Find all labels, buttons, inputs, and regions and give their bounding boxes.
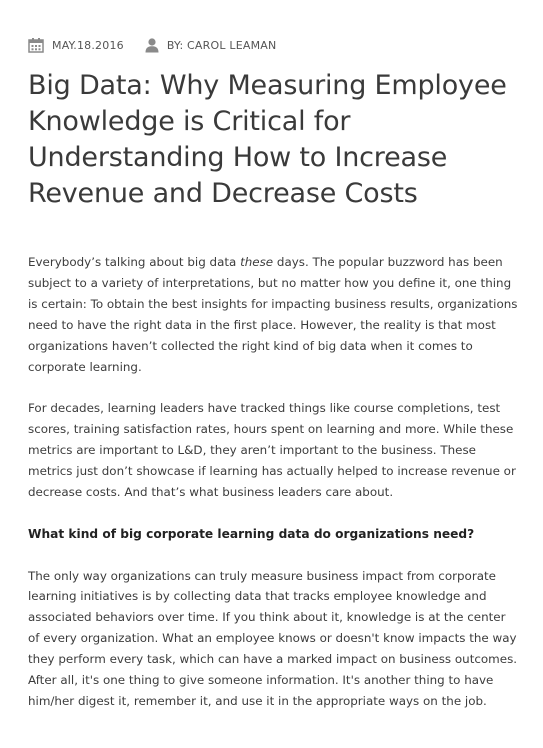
paragraph-1-end: days. The popular buzzword has been subject to a variety of interpretations, but no matter how you define it, one thing is certain: To obtain the best insights for impacting business results, organizations need to have the right data in the first place. However, the reality is that most organizations haven’t collected the right kind of big data when it comes to corporate learning.: [28, 255, 518, 374]
paragraph-1-start: Everybody’s talking about big data: [28, 255, 241, 269]
post-meta: [28, 37, 276, 53]
paragraph-1-emphasis: these: [240, 255, 274, 269]
paragraph-3: The only way organizations can truly measure business impact from corporate learning initiatives is by collecting data that tracks employee knowledge and associated behaviors over time. If you think about it, knowledge is at the center of every organization. What an employee knows or doesn't know impacts the way they perform every task, which can have a marked impact on business outcomes. After all, it's one thing to give someone information. It's another thing to have him/her digest it, remember it, and use it in the appropriate ways on the job.: [28, 568, 518, 708]
paragraph-2: For decades, learning leaders have tracked things like course completions, test scores, training satisfaction rates, hours spent on learning and more. While these metrics are important to L&D, they aren’t important to the business. These metrics just don’t showcase if learning has actually helped to increase revenue or decrease costs. And that’s what business leaders care about.: [28, 401, 516, 499]
article-title: Big Data: Why Measuring Employee Knowledge is Critical for Understanding How to Increase Revenue and Decrease Costs: [28, 70, 507, 209]
post-author[interactable]: BY: CAROL LEAMAN: [166, 38, 277, 52]
section-heading: What kind of big corporate learning data do organizations need?: [28, 526, 475, 541]
user-icon: [144, 37, 160, 53]
article-body: [28, 252, 518, 733]
calendar-icon: [28, 37, 44, 53]
post-date: MAY.18.2016: [52, 38, 124, 52]
paragraph-1: [28, 252, 518, 377]
